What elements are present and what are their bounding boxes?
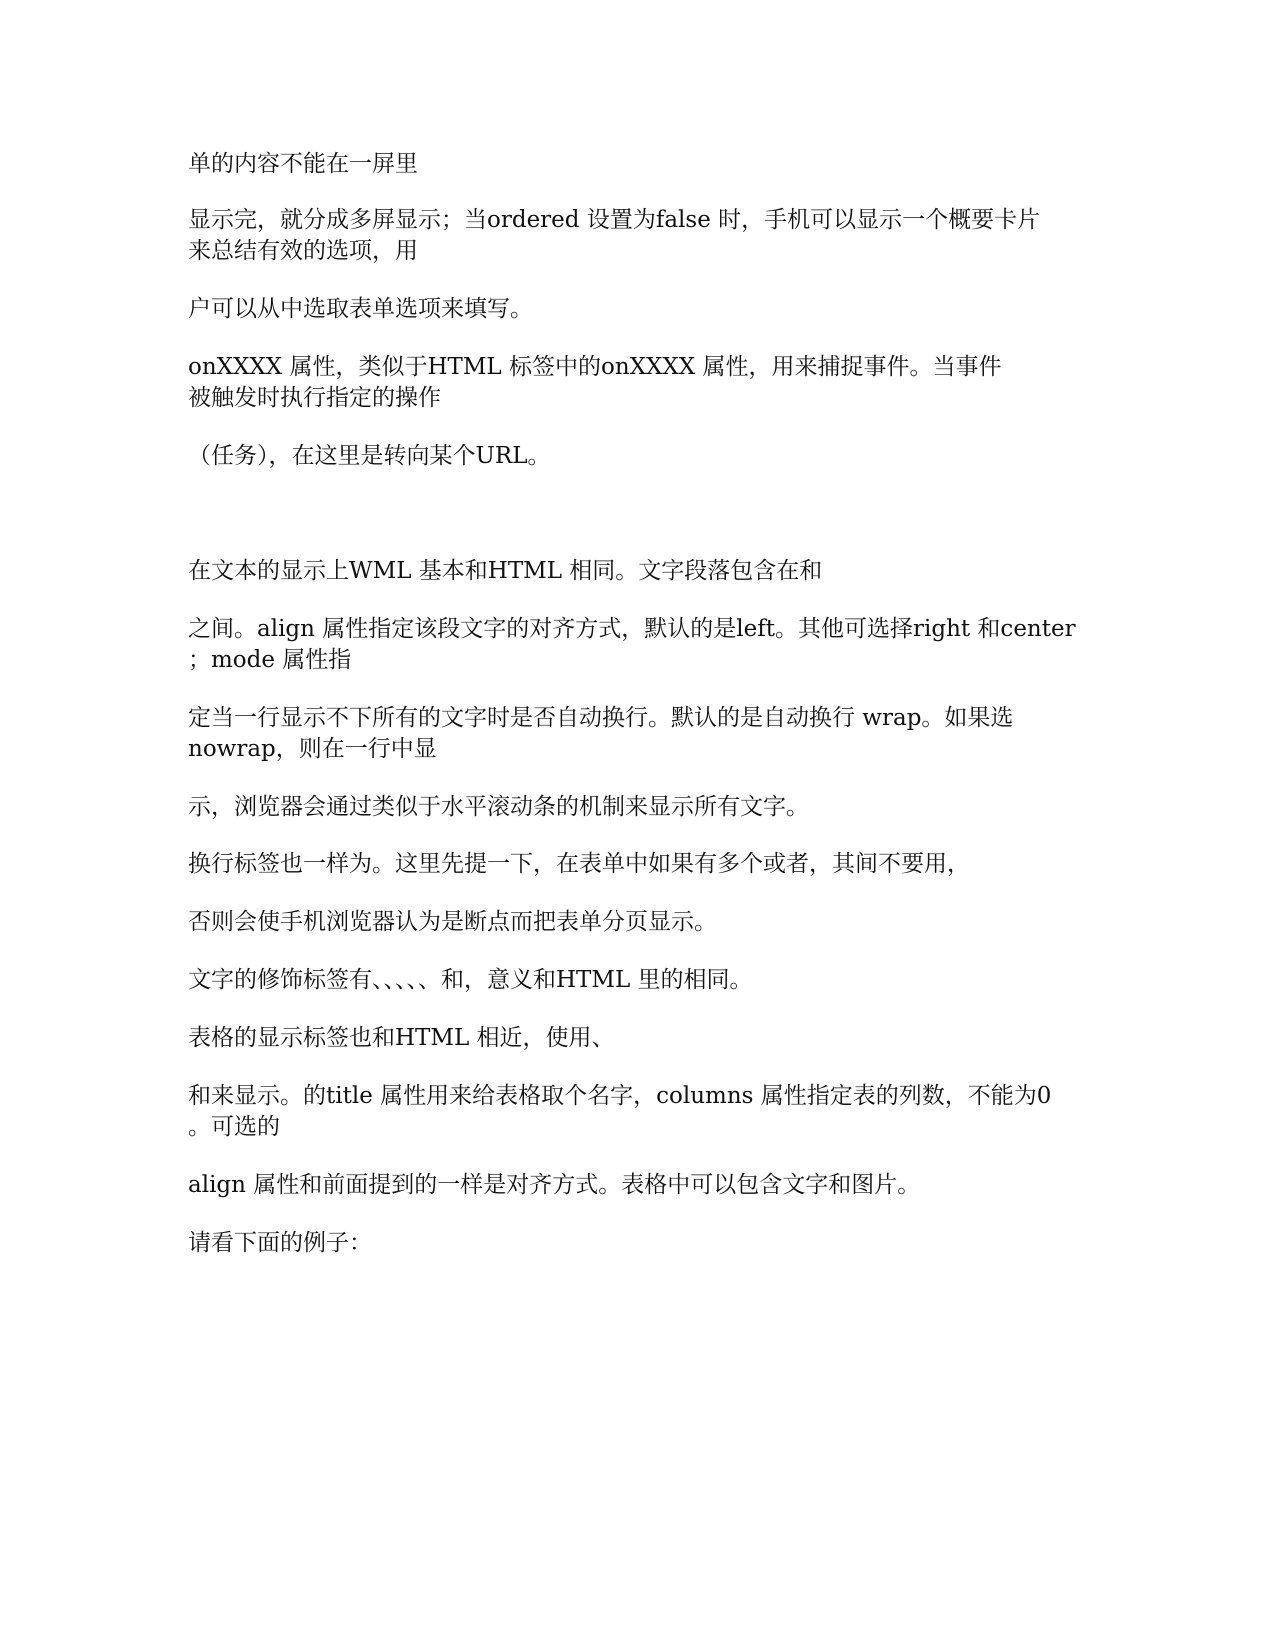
text-line: 。可选的	[188, 1114, 280, 1140]
text-line: 来总结有效的选项，用	[188, 238, 418, 264]
text-line: nowrap，则在一行中显	[188, 736, 437, 762]
text-line: 在文本的显示上WML 基本和HTML 相同。文字段落包含在和	[188, 558, 823, 584]
text-line: ；mode 属性指	[188, 647, 352, 673]
text-line: 文字的修饰标签有、、、、、和，意义和HTML 里的相同。	[188, 967, 753, 993]
text-line: 请看下面的例子：	[188, 1230, 372, 1256]
text-line: onXXXX 属性，类似于HTML 标签中的onXXXX 属性，用来捕捉事件。当事件	[188, 354, 1002, 380]
text-line: 定当一行显示不下所有的文字时是否自动换行。默认的是自动换行 wrap。如果选	[188, 705, 1014, 731]
text-line: 之间。align 属性指定该段文字的对齐方式，默认的是left。其他可选择right 和center	[188, 616, 1076, 642]
text-line: 示，浏览器会通过类似于水平滚动条的机制来显示所有文字。	[188, 794, 809, 820]
text-line: 否则会使手机浏览器认为是断点而把表单分页显示。	[188, 909, 717, 935]
text-line: 表格的显示标签也和HTML 相近，使用、	[188, 1025, 615, 1051]
text-line: 换行标签也一样为。这里先提一下，在表单中如果有多个或者，其间不要用，	[188, 851, 970, 877]
text-line: （任务），在这里是转向某个URL。	[188, 443, 551, 469]
text-line: 户可以从中选取表单选项来填写。	[188, 296, 533, 322]
text-line: align 属性和前面提到的一样是对齐方式。表格中可以包含文字和图片。	[188, 1172, 921, 1198]
text-line: 和来显示。的title 属性用来给表格取个名字，columns 属性指定表的列数，不能为0	[188, 1083, 1052, 1109]
text-line: 单的内容不能在一屏里	[188, 151, 418, 177]
text-line: 被触发时执行指定的操作	[188, 385, 441, 411]
text-line: 显示完，就分成多屏显示；当ordered 设置为false 时，手机可以显示一个概要卡片	[188, 207, 1041, 233]
